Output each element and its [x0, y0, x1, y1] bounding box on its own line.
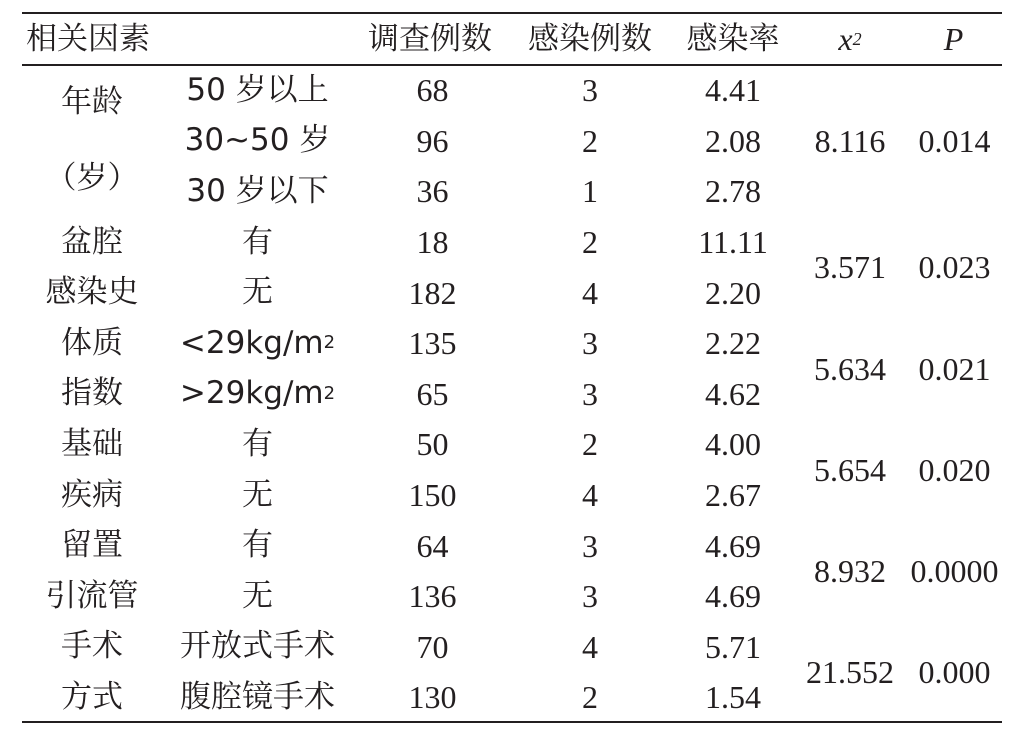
rate-cell: 4.00	[705, 426, 761, 463]
factor-label-line: 引流管	[45, 577, 139, 614]
level-cell: <29kg/m 2	[179, 324, 336, 361]
factor-label-line: 疾病	[61, 476, 123, 513]
level-cell	[165, 419, 350, 470]
surveyed-cell: 136	[408, 578, 457, 615]
surveyed-cell: 36	[416, 173, 449, 210]
p-value: 0.021	[918, 350, 991, 387]
infected-cell: 3	[582, 375, 598, 412]
factor-label-line: （岁）	[45, 160, 139, 197]
level-text: 有	[242, 527, 273, 564]
level-text: 30 岁以下	[186, 172, 329, 209]
infected-cell: 4	[582, 274, 598, 311]
level-cell	[165, 166, 350, 217]
factor-label-line: 手术	[61, 628, 123, 665]
level-cell	[165, 65, 350, 116]
infected-cell: 4	[582, 628, 598, 665]
level-cell	[165, 520, 350, 571]
p-value: 0.014	[918, 122, 991, 159]
chi2-value: 5.634	[814, 350, 886, 387]
chi2-value: 21.552	[806, 654, 894, 691]
surveyed-cell: 65	[416, 375, 449, 412]
factor-label-line: 基础	[61, 425, 123, 462]
rate-cell: 11.11	[698, 224, 768, 261]
level-text: 50 岁以上	[186, 71, 329, 108]
level-cell	[165, 217, 350, 268]
p-value: 0.023	[918, 249, 991, 286]
bottom-rule	[22, 721, 1002, 723]
infected-cell: 3	[582, 72, 598, 109]
level-cell	[165, 267, 350, 318]
level-text: 无	[242, 577, 273, 614]
rate-cell: 2.22	[705, 325, 761, 362]
surveyed-cell: 70	[416, 628, 449, 665]
infected-cell: 3	[582, 527, 598, 564]
infected-cell: 3	[582, 578, 598, 615]
infected-cell: 4	[582, 477, 598, 514]
rate-cell: 5.71	[705, 628, 761, 665]
infected-cell: 3	[582, 325, 598, 362]
header-rate: 感染率	[686, 20, 780, 57]
level-text: 30~50 岁	[184, 122, 331, 159]
level-text: <29kg/m	[179, 324, 324, 361]
level-text: 无	[242, 274, 273, 311]
surveyed-cell: 18	[416, 224, 449, 261]
p-value: 0.000	[918, 654, 991, 691]
factor-label-line: 留置	[61, 527, 123, 564]
level-text: 有	[242, 223, 273, 260]
level-cell	[165, 571, 350, 622]
level-text: 开放式手术	[180, 628, 335, 665]
rate-cell: 2.20	[705, 274, 761, 311]
level-cell	[165, 622, 350, 673]
p-value: 0.020	[918, 451, 991, 488]
factor-label-line: 感染史	[45, 274, 139, 311]
rate-cell: 4.69	[705, 527, 761, 564]
infected-cell: 1	[582, 173, 598, 210]
rate-cell: 4.69	[705, 578, 761, 615]
rate-cell: 2.78	[705, 173, 761, 210]
infected-cell: 2	[582, 122, 598, 159]
factor-label-line: 指数	[61, 375, 123, 412]
level-cell: >29kg/m 2	[179, 375, 336, 412]
surveyed-cell: 150	[408, 477, 457, 514]
infected-cell: 2	[582, 679, 598, 716]
header-infected: 感染例数	[528, 20, 652, 57]
factor-label-line: 年龄	[61, 84, 123, 121]
p-value: 0.0000	[910, 552, 999, 589]
chi2-value: 8.116	[814, 122, 886, 159]
header-p: P	[943, 21, 964, 57]
surveyed-cell: 182	[408, 274, 457, 311]
surveyed-cell: 50	[416, 426, 449, 463]
level-cell	[165, 672, 350, 723]
header-surveyed: 调查例数	[368, 20, 492, 57]
rate-cell: 1.54	[705, 679, 761, 716]
level-cell	[165, 470, 350, 521]
level-text: 腹腔镜手术	[180, 678, 335, 715]
surveyed-cell: 96	[416, 122, 449, 159]
factor-label-line: 盆腔	[61, 223, 123, 260]
rate-cell: 4.41	[705, 72, 761, 109]
level-text: 无	[242, 476, 273, 513]
infected-cell: 2	[582, 224, 598, 261]
level-cell	[165, 116, 350, 167]
header-chi2-base: x	[838, 21, 853, 57]
rate-cell: 4.62	[705, 375, 761, 412]
surveyed-cell: 68	[416, 72, 449, 109]
header-chi2: x 2	[838, 21, 862, 57]
header-factor: 相关因素	[26, 20, 150, 57]
chi2-value: 8.932	[814, 552, 886, 589]
infected-cell: 2	[582, 426, 598, 463]
surveyed-cell: 64	[416, 527, 449, 564]
chi2-value: 3.571	[814, 249, 886, 286]
surveyed-cell: 135	[408, 325, 457, 362]
rate-cell: 2.08	[705, 122, 761, 159]
level-text: 有	[242, 425, 273, 462]
surveyed-cell: 130	[408, 679, 457, 716]
level-text: >29kg/m	[179, 375, 324, 412]
factor-label-line: 体质	[61, 324, 123, 361]
factor-label-line: 方式	[61, 678, 123, 715]
rate-cell: 2.67	[705, 477, 761, 514]
chi2-value: 5.654	[814, 451, 886, 488]
